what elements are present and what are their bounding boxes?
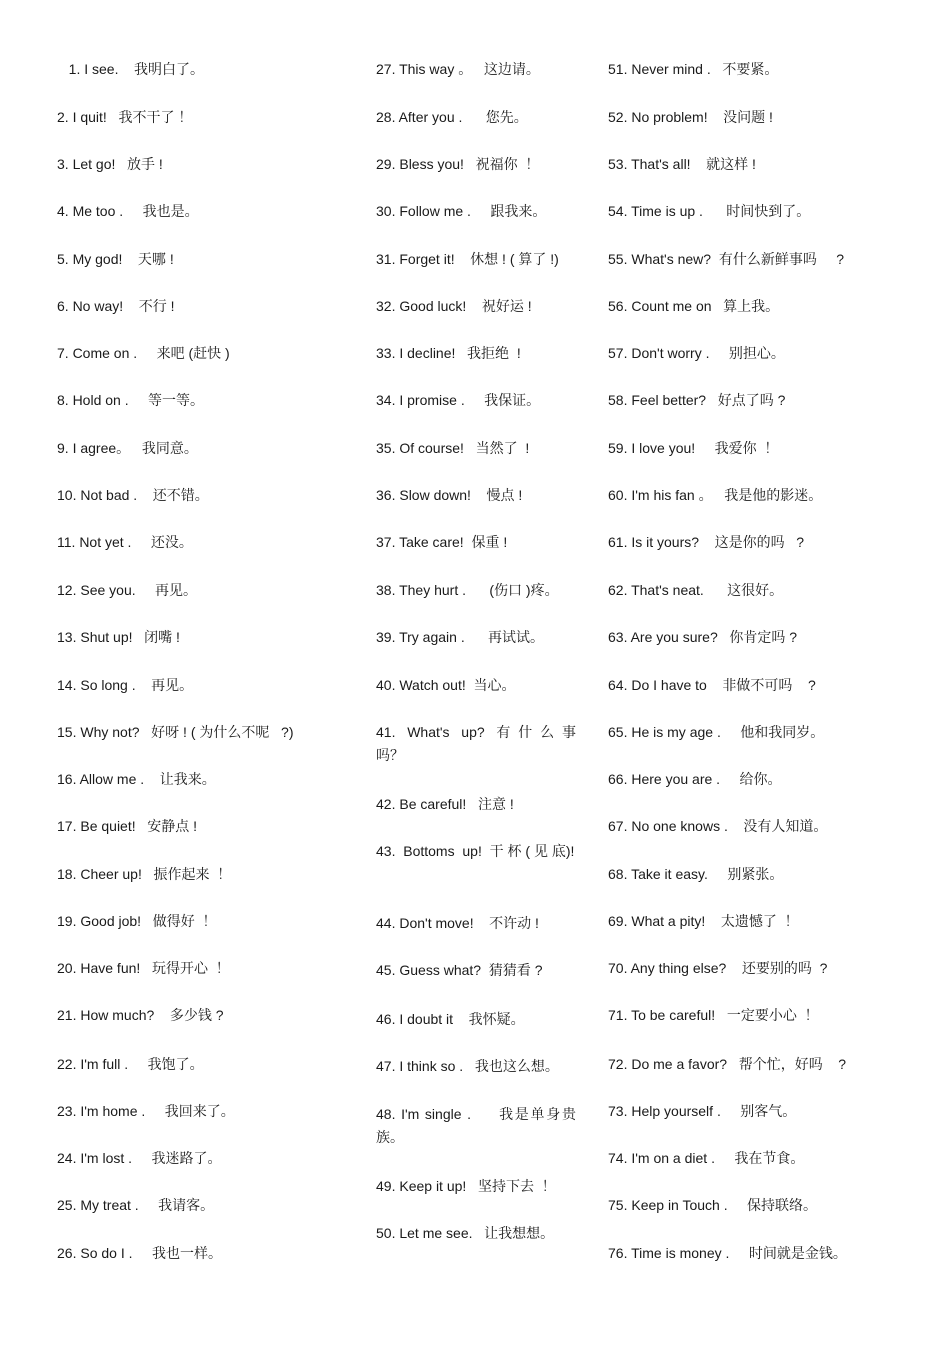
phrase-entry: 60. I'm his fan 。 我是他的影迷。 — [608, 487, 823, 503]
phrase-entry: 57. Don't worry . 别担心。 — [608, 345, 785, 361]
phrase-entry: 48. I'm single . 我是单身贵族。 — [376, 1106, 576, 1145]
phrase-entry: 12. See you. 再见。 — [57, 582, 198, 598]
phrase-entry: 62. That's neat. 这很好。 — [608, 582, 784, 598]
phrase-entry: 69. What a pity! 太遗憾了 ！ — [608, 913, 799, 929]
phrase-entry: 20. Have fun! 玩得开心 ！ — [57, 960, 230, 976]
phrase-entry: 39. Try again . 再试试。 — [376, 629, 545, 645]
phrase-entry: 33. I decline! 我拒绝 ! — [376, 345, 521, 361]
phrase-entry: 46. I doubt it 我怀疑。 — [376, 1011, 525, 1027]
phrase-entry: 11. Not yet . 还没。 — [57, 534, 193, 550]
phrase-entry: 44. Don't move! 不许动 ! — [376, 915, 539, 931]
phrase-entry: 31. Forget it! 休想 ! ( 算了 !) — [376, 251, 559, 267]
phrase-entry: 5. My god! 天哪 ! — [57, 251, 174, 267]
phrase-entry: 23. I'm home . 我回来了。 — [57, 1103, 235, 1119]
phrase-entry: 37. Take care! 保重 ! — [376, 534, 508, 550]
phrase-entry: 42. Be careful! 注意 ! — [376, 796, 514, 812]
phrase-entry: 36. Slow down! 慢点 ! — [376, 487, 523, 503]
phrase-entry: 9. I agree。 我同意。 — [57, 440, 198, 456]
phrase-entry: 74. I'm on a diet . 我在节食。 — [608, 1150, 805, 1166]
phrase-entry: 41. What's up? 有 什 么 事 吗？ — [376, 724, 580, 763]
phrase-entry: 10. Not bad . 还不错。 — [57, 487, 209, 503]
phrase-entry: 32. Good luck! 祝好运 ! — [376, 298, 532, 314]
phrase-entry: 6. No way! 不行 ! — [57, 298, 175, 314]
phrase-entry: 67. No one knows . 没有人知道。 — [608, 818, 828, 834]
phrase-entry: 2. I quit! 我不干了 ！ — [57, 109, 193, 125]
phrase-entry: 8. Hold on . 等一等。 — [57, 392, 205, 408]
phrase-entry: 35. Of course! 当然了 ! — [376, 440, 530, 456]
phrase-entry: 61. Is it yours? 这是你的吗 ? — [608, 534, 805, 550]
phrase-entry: 28. After you . 您先。 — [376, 109, 528, 125]
phrase-entry: 71. To be careful! 一定要小心 ！ — [608, 1007, 819, 1023]
phrase-entry: 66. Here you are . 给你。 — [608, 771, 782, 787]
phrase-entry: 56. Count me on 算上我。 — [608, 298, 780, 314]
phrase-entry: 27. This way 。 这边请。 — [376, 61, 540, 77]
phrase-entry: 63. Are you sure? 你肯定吗 ? — [608, 629, 798, 645]
phrase-entry: 16. Allow me . 让我来。 — [57, 771, 216, 787]
phrase-entry: 68. Take it easy. 别紧张。 — [608, 866, 784, 882]
phrase-entry: 13. Shut up! 闭嘴 ! — [57, 629, 180, 645]
phrase-entry: 73. Help yourself . 别客气。 — [608, 1103, 797, 1119]
phrase-entry: 58. Feel better? 好点了吗 ? — [608, 392, 786, 408]
phrase-entry: 7. Come on . 来吧 (赶快 ) — [57, 345, 230, 361]
phrase-entry: 59. I love you! 我爱你 ！ — [608, 440, 779, 456]
phrase-entry: 49. Keep it up! 坚持下去 ！ — [376, 1178, 556, 1194]
phrase-entry: 30. Follow me . 跟我来。 — [376, 203, 547, 219]
phrase-entry: 40. Watch out! 当心。 — [376, 677, 516, 693]
phrase-entry: 25. My treat . 我请客。 — [57, 1197, 215, 1213]
phrase-entry: 14. So long . 再见。 — [57, 677, 194, 693]
phrase-entry: 64. Do I have to 非做不可吗 ? — [608, 677, 816, 693]
phrase-entry: 70. Any thing else? 还要别的吗 ? — [608, 960, 828, 976]
phrase-entry: 21. How much? 多少钱 ? — [57, 1007, 224, 1023]
phrase-entry: 53. That's all! 就这样 ! — [608, 156, 756, 172]
phrase-entry: 17. Be quiet! 安静点 ! — [57, 818, 198, 834]
phrase-entry: 18. Cheer up! 振作起来 ！ — [57, 866, 232, 882]
phrase-entry: 26. So do I . 我也一样。 — [57, 1245, 222, 1261]
phrase-entry: 47. I think so . 我也这么想。 — [376, 1058, 559, 1074]
phrase-entry: 54. Time is up . 时间快到了。 — [608, 203, 811, 219]
phrase-entry: 15. Why not? 好呀 ! ( 为什么不呢 ?) — [57, 724, 294, 740]
phrase-entry: 65. He is my age . 他和我同岁。 — [608, 724, 825, 740]
phrase-entry: 51. Never mind . 不要紧。 — [608, 61, 779, 77]
phrase-entry: 76. Time is money . 时间就是金钱。 — [608, 1245, 847, 1261]
phrase-entry: 24. I'm lost . 我迷路了。 — [57, 1150, 222, 1166]
phrase-entry: 1. I see. 我明白了。 — [57, 61, 205, 77]
phrase-entry: 75. Keep in Touch . 保持联络。 — [608, 1197, 818, 1213]
phrase-entry: 22. I'm full . 我饱了。 — [57, 1056, 204, 1072]
phrase-entry: 3. Let go! 放手 ! — [57, 156, 163, 172]
phrase-entry: 19. Good job! 做得好 ！ — [57, 913, 217, 929]
phrase-entry: 38. They hurt . (伤口 )疼。 — [376, 582, 559, 598]
phrase-entry: 55. What's new? 有什么新鲜事吗 ? — [608, 251, 845, 267]
phrase-entry: 29. Bless you! 祝福你 ！ — [376, 156, 540, 172]
phrase-entry: 43. Bottoms up! 干 杯 ( 见 底)! — [376, 843, 575, 859]
phrase-entry: 52. No problem! 没问题 ! — [608, 109, 773, 125]
phrase-entry: 34. I promise . 我保证。 — [376, 392, 541, 408]
phrase-entry: 45. Guess what? 猜猜看 ? — [376, 962, 543, 978]
phrase-entry: 72. Do me a favor? 帮个忙，好吗 ? — [608, 1056, 847, 1072]
phrase-entry: 4. Me too . 我也是。 — [57, 203, 199, 219]
phrase-entry: 50. Let me see. 让我想想。 — [376, 1225, 555, 1241]
